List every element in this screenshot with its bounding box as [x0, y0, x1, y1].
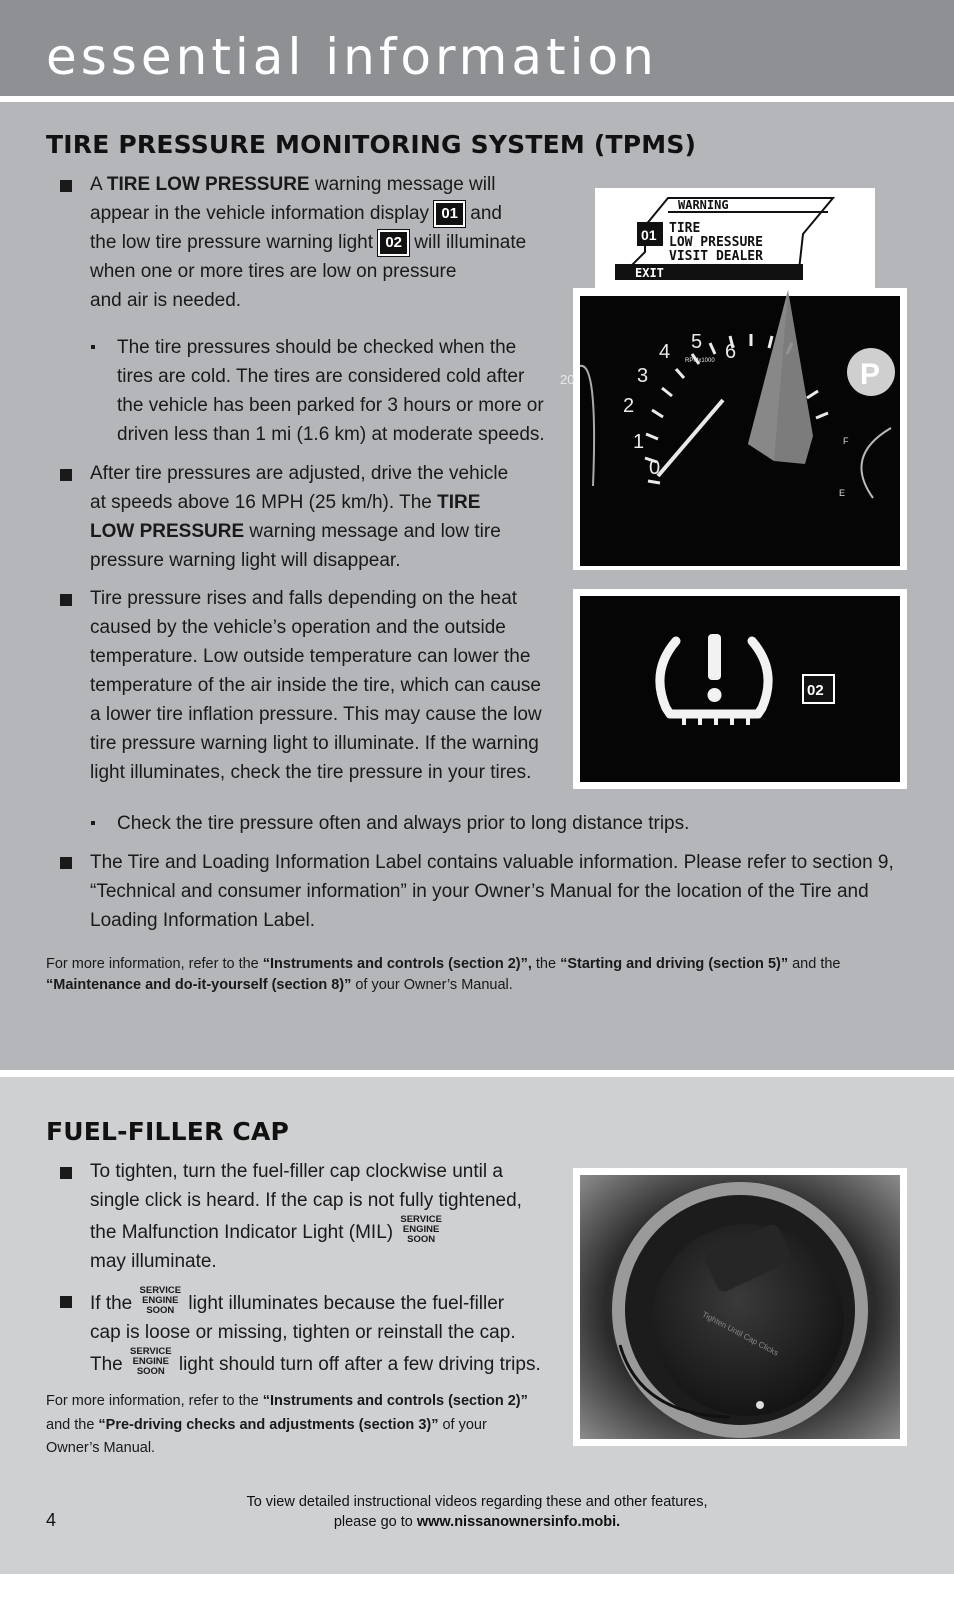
display-exit: EXIT — [635, 266, 664, 280]
rpm-label: RPMx1000 — [685, 358, 715, 364]
gear-letter: P — [860, 358, 881, 391]
tpms-bullet-4: The Tire and Loading Information Label contains valuable information. Please refer to section 9, “Technical and consumer information” in your Owner’s Manual for the location of the Tire and Loading Information Label. — [90, 852, 894, 931]
dial-number-0: 0 — [649, 457, 661, 479]
fuel-full-label: F — [843, 436, 849, 446]
tpms-warning-light-image — [580, 596, 900, 782]
bullet-square — [60, 1167, 72, 1179]
bullet-square — [60, 1296, 72, 1308]
fuel-cap-image — [580, 1175, 900, 1439]
fuel-bullet-2: If the SERVICE ENGINE SOON light illuminates because the fuel-filler cap is loose or missing, tighten or reinstall the cap. The SERVICE ENGINE SOON light should turn off after a few driving trips. — [90, 1285, 541, 1377]
sub-bullet-dot — [91, 345, 95, 349]
footer-note: To view detailed instructional videos regarding these and other features, please go to www.nissanownersinfo.mobi. — [246, 1494, 708, 1530]
bullet-square — [60, 180, 72, 192]
fuel-empty-label: E — [839, 488, 846, 498]
bullet-square — [60, 469, 72, 481]
page-title: essential information — [46, 28, 658, 86]
gauge-cluster-image — [560, 186, 907, 572]
dial-number-4: 4 — [659, 341, 671, 363]
tpms-subbullet-2: Check the tire pressure often and always prior to long distance trips. — [117, 813, 690, 834]
service-engine-soon-icon: SERVICE ENGINE SOON — [400, 1214, 442, 1245]
tpms-bullet-1: A TIRE LOW PRESSURE warning message will appear in the vehicle information display 01 and the low tire pressure warning light 02 will illuminate when one or more tires are low on pressure and air is needed. — [90, 174, 527, 311]
fuel-more-info: For more information, refer to the “Instruments and controls (section 2)” and the “Pre-driving checks and adjustments (section 3)” of your Owner’s Manual. — [46, 1393, 528, 1456]
dial-number-2: 2 — [623, 395, 635, 417]
display-badge: 01 — [641, 227, 657, 243]
dial-number-3: 3 — [637, 365, 649, 387]
footer-url-link[interactable]: www.nissanownersinfo.mobi. — [416, 1514, 621, 1530]
fuel-bullet-1: To tighten, turn the fuel-filler cap clockwise until a single click is heard. If the cap is not fully tightened, the Malfunction Indicator Light (MIL) SERVICE ENGINE SOON may illuminate. — [90, 1161, 522, 1272]
sub-bullet-dot — [91, 821, 95, 825]
service-engine-soon-icon: SERVICE ENGINE SOON — [139, 1285, 182, 1316]
tpms-more-info: For more information, refer to the “Instruments and controls (section 2)”, the “Starting and driving (section 5)” and the “Maintenance and do-it-yourself (section 8)” of your Owner’s Manual. — [46, 956, 841, 993]
tpms-bullet-3: Tire pressure rises and falls depending on the heat caused by the vehicle’s operation and the outside temperature. Low outside temperature can lower the temperature of the air inside the tire, which can cause a lower tire inflation pressure. This may cause the low tire pressure warning light to illuminate. If the warning light illuminates, check the tire pressure in your tires. — [90, 588, 542, 783]
dial-number-5: 5 — [691, 331, 703, 353]
dial-number-6: 6 — [725, 341, 737, 363]
bullet-square — [60, 594, 72, 606]
display-line-2: LOW PRESSURE — [669, 235, 763, 250]
page-number: 4 — [46, 1510, 57, 1530]
fuel-cap-text: Tighten Until Cap Clicks — [700, 1309, 780, 1358]
tpms-heading: TIRE PRESSURE MONITORING SYSTEM (TPMS) — [46, 130, 697, 159]
gauge-panel — [580, 296, 900, 566]
fuel-cap-heading: FUEL-FILLER CAP — [46, 1117, 290, 1146]
speedo-number-20: 20 — [560, 372, 575, 387]
display-line-3: VISIT DEALER — [669, 249, 763, 264]
display-line-1: TIRE — [669, 221, 701, 236]
tpms-bullet-2: After tire pressures are adjusted, drive the vehicle at speeds above 16 MPH (25 km/h). The TIRE LOW PRESSURE warning message and low tire pressure warning light will disappear. — [90, 463, 509, 571]
service-engine-soon-icon: SERVICE ENGINE SOON — [130, 1346, 172, 1377]
light-badge-02: 02 — [807, 682, 824, 699]
display-warning: WARNING — [678, 198, 729, 212]
dial-number-1: 1 — [633, 431, 645, 453]
bullet-square — [60, 857, 72, 869]
badge-01: 01 — [434, 201, 465, 227]
badge-02: 02 — [378, 230, 409, 256]
header-band — [0, 0, 954, 96]
tpms-subbullet-1: The tire pressures should be checked when the tires are cold. The tires are considered cold after the vehicle has been parked for 3 hours or more or driven less than 1 mi (1.6 km) at moderate speeds. — [117, 337, 545, 445]
